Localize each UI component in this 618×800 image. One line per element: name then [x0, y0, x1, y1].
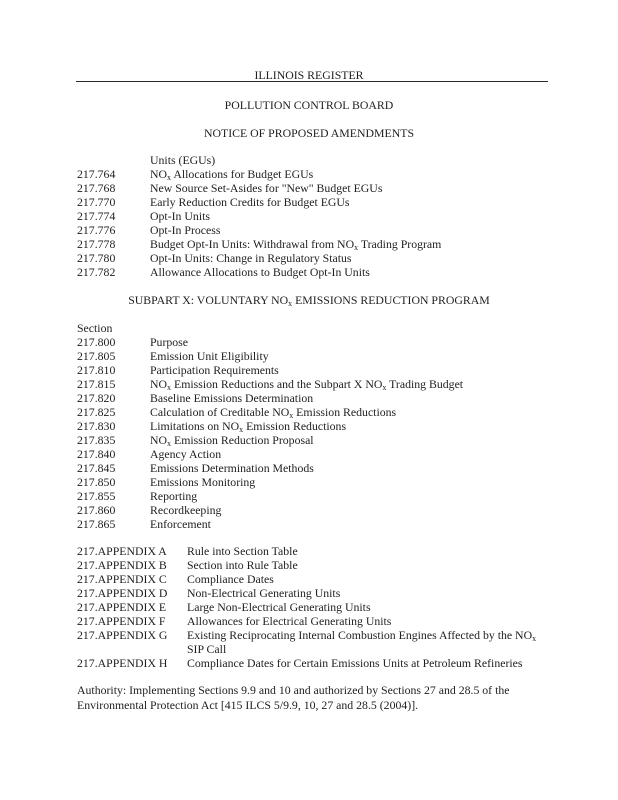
entry-number: 217.850 — [77, 475, 116, 489]
entry-number: 217.778 — [77, 237, 116, 251]
entry-number: 217.800 — [77, 335, 116, 349]
entry-number: 217.815 — [77, 377, 116, 391]
entry-title: Emissions Determination Methods — [150, 461, 314, 475]
entry-number: 217.780 — [77, 251, 116, 265]
authority-line-1: Authority: Implementing Sections 9.9 and 10 and authorized by Sections 27 and 28.5 of the — [77, 683, 510, 697]
entry-number: 217.810 — [77, 363, 116, 377]
entry-title: $NO_x$ Allocations for Budget EGUs — [150, 167, 314, 182]
entry-title: Limitations on $NO_x$ Emission Reductions — [150, 419, 347, 434]
entry-title: Recordkeeping — [150, 503, 222, 517]
board-title: POLLUTION CONTROL BOARD — [224, 98, 394, 112]
entry-number: 217.770 — [77, 195, 116, 209]
entry-number: 217.764 — [77, 167, 116, 181]
entry-title: Emission Unit Eligibility — [150, 349, 269, 363]
entry-title: Allowance Allocations to Budget Opt-In Units — [150, 265, 370, 279]
entry-title: Opt-In Units: Change in Regulatory Status — [150, 251, 352, 265]
register-title: ILLINOIS REGISTER — [254, 68, 364, 82]
entry-title: Budget Opt-In Units: Withdrawal from $NO_x$ Trading Program — [150, 237, 442, 252]
entry-title: Baseline Emissions Determination — [150, 391, 314, 405]
entry-title: SIP Call — [187, 642, 227, 656]
entry-number: 217.805 — [77, 349, 116, 363]
entry-title: Compliance Dates for Certain Emissions Units at Petroleum Refineries — [187, 656, 523, 670]
entry-title: Non-Electrical Generating Units — [187, 586, 341, 600]
authority-line-2: Environmental Protection Act [415 ILCS 5/9.9, 10, 27 and 28.5 (2004)]. — [77, 698, 419, 712]
section-label: Section — [77, 321, 113, 335]
entry-number: 217.865 — [77, 517, 116, 531]
entry-number: 217.APPENDIX A — [77, 544, 167, 558]
entry-title: Opt-In Units — [150, 209, 210, 223]
entry-title: Early Reduction Credits for Budget EGUs — [150, 195, 350, 209]
entry-title: Opt-In Process — [150, 223, 221, 237]
entry-number: 217.782 — [77, 265, 116, 279]
entry-title: Rule into Section Table — [187, 544, 298, 558]
entry-number: 217.774 — [77, 209, 116, 223]
entry-title: Purpose — [150, 335, 189, 349]
entry-title: Emissions Monitoring — [150, 475, 256, 489]
entry-title: Enforcement — [150, 517, 211, 531]
entry-number: 217.825 — [77, 405, 116, 419]
entry-number: 217.APPENDIX H — [77, 656, 168, 670]
entry-title: Participation Requirements — [150, 363, 279, 377]
entry-number: 217.768 — [77, 181, 116, 195]
entry-number: 217.860 — [77, 503, 116, 517]
entry-number: 217.APPENDIX F — [77, 614, 166, 628]
entry-number: 217.835 — [77, 433, 116, 447]
entry-number: 217.APPENDIX D — [77, 586, 168, 600]
entry-title: $NO_x$ Emission Reductions and the Subpart X $NO_x$ Trading Budget — [150, 377, 464, 392]
entry-title: Section into Rule Table — [187, 558, 298, 572]
entry-title: Large Non-Electrical Generating Units — [187, 600, 371, 614]
entry-number: 217.APPENDIX E — [77, 600, 167, 614]
entry-title: Agency Action — [150, 447, 222, 461]
entry-title: Calculation of Creditable $NO_x$ Emission Reductions — [150, 405, 397, 420]
subpart-heading: SUBPART X: VOLUNTARY $NO_x$ EMISSIONS REDUCTION PROGRAM — [128, 293, 490, 308]
entry-title: $NO_x$ Emission Reduction Proposal — [150, 433, 314, 448]
entry-title: Existing Reciprocating Internal Combustion Engines Affected by the $NO_x$ — [187, 628, 537, 643]
notice-title: NOTICE OF PROPOSED AMENDMENTS — [203, 126, 415, 140]
entry-number: 217.840 — [77, 447, 116, 461]
header-rule — [76, 81, 548, 82]
entry-number: 217.APPENDIX G — [77, 628, 168, 642]
entry-title: Compliance Dates — [187, 572, 274, 586]
entry-title: Allowances for Electrical Generating Units — [187, 614, 392, 628]
authority-note — [77, 683, 547, 713]
entry-number: 217.820 — [77, 391, 116, 405]
entry-number: 217.845 — [77, 461, 116, 475]
continuation-text: Units (EGUs) — [150, 153, 216, 167]
entry-number: 217.776 — [77, 223, 116, 237]
entry-title: Reporting — [150, 489, 198, 503]
entry-title: New Source Set-Asides for "New" Budget EGUs — [150, 181, 383, 195]
entry-number: 217.855 — [77, 489, 116, 503]
entry-number: 217.APPENDIX C — [77, 572, 167, 586]
entry-number: 217.APPENDIX B — [77, 558, 167, 572]
entry-number: 217.830 — [77, 419, 116, 433]
